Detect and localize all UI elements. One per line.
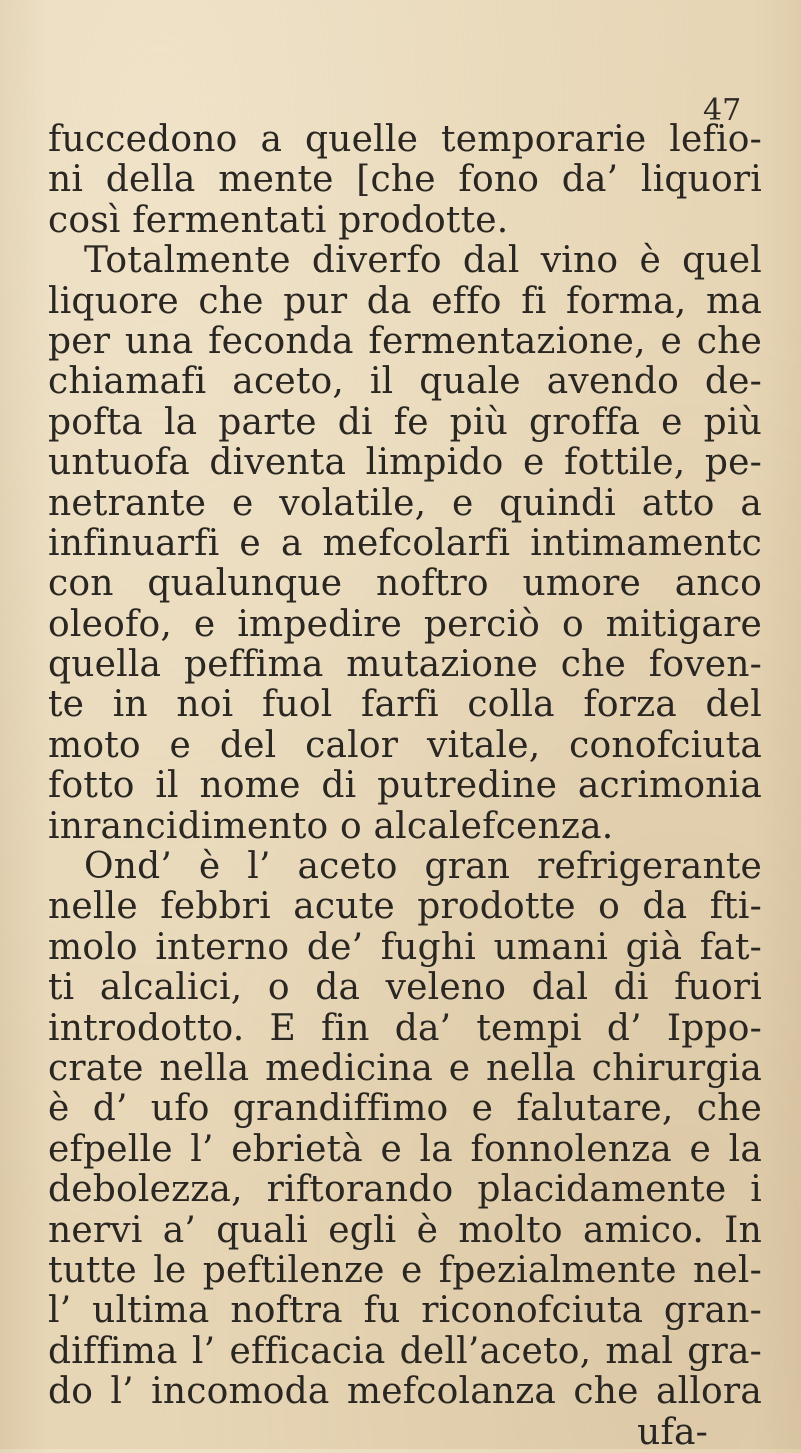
text-line: Ond’ è l’ aceto gran refrigerante [84,846,762,888]
text-line: l’ ultima noftra fu riconofciuta gran- [48,1290,762,1332]
text-line: per una feconda fermentazione, e che [48,320,762,362]
text-line: così fermentati prodotte. [48,199,509,241]
text-line: infinuarfi e a mefcolarfi intimamentc [48,522,762,564]
text-line: introdotto. E fin da’ tempi d’ Ippo- [48,1007,762,1049]
text-line: efpelle l’ ebrietà e la fonnolenza e la [48,1128,762,1170]
text-line: liquore che pur da effo fi forma, ma [48,280,762,322]
text-line: tutte le peftilenze e fpezialmente nel- [48,1249,762,1291]
text-line: è d’ ufo grandiffimo e falutare, che [48,1088,762,1130]
text-line: quella peffima mutazione che foven- [48,644,762,686]
text-line: netrante e volatile, e quindi atto a [48,482,762,524]
text-line: molo interno de’ fughi umani già fat- [48,926,762,968]
text-line: Totalmente diverfo dal vino è quel [84,240,762,282]
text-line: debolezza, riftorando placidamente i [48,1169,762,1211]
body-text [48,120,762,1453]
catchword: ufa- [637,1411,708,1453]
text-line: fotto il nome di putredine acrimonia [48,765,762,807]
text-line: chiamafi aceto, il quale avendo de- [48,361,762,403]
text-line: crate nella medicina e nella chirurgia [48,1047,762,1089]
text-line: te in noi fuol farfi colla forza del [48,684,762,726]
text-line: ni della mente [che fono da’ liquori [48,159,762,201]
text-line: pofta la parte di fe più groffa e più [48,401,762,443]
text-line: do l’ incomoda mefcolanza che allora [48,1371,762,1413]
text-line: inrancidimento o alcalefcenza. [48,805,614,847]
text-line: nervi a’ quali egli è molto amico. In [48,1209,762,1251]
page-number: 47 [703,93,742,128]
text-line: nelle febbri acute prodotte o da fti- [48,886,762,928]
text-line: ti alcalici, o da veleno dal di fuori [48,967,762,1009]
text-line: con qualunque noftro umore anco [48,563,762,605]
text-line: untuofa diventa limpido e fottile, pe- [48,442,762,484]
text-line: oleofo, e impedire perciò o mitigare [48,603,762,645]
text-line: fuccedono a quelle temporarie lefio- [48,119,762,160]
text-line: moto e del calor vitale, conofciuta [48,724,762,766]
text-line: diffima l’ efficacia dell’aceto, mal gra- [48,1330,762,1372]
